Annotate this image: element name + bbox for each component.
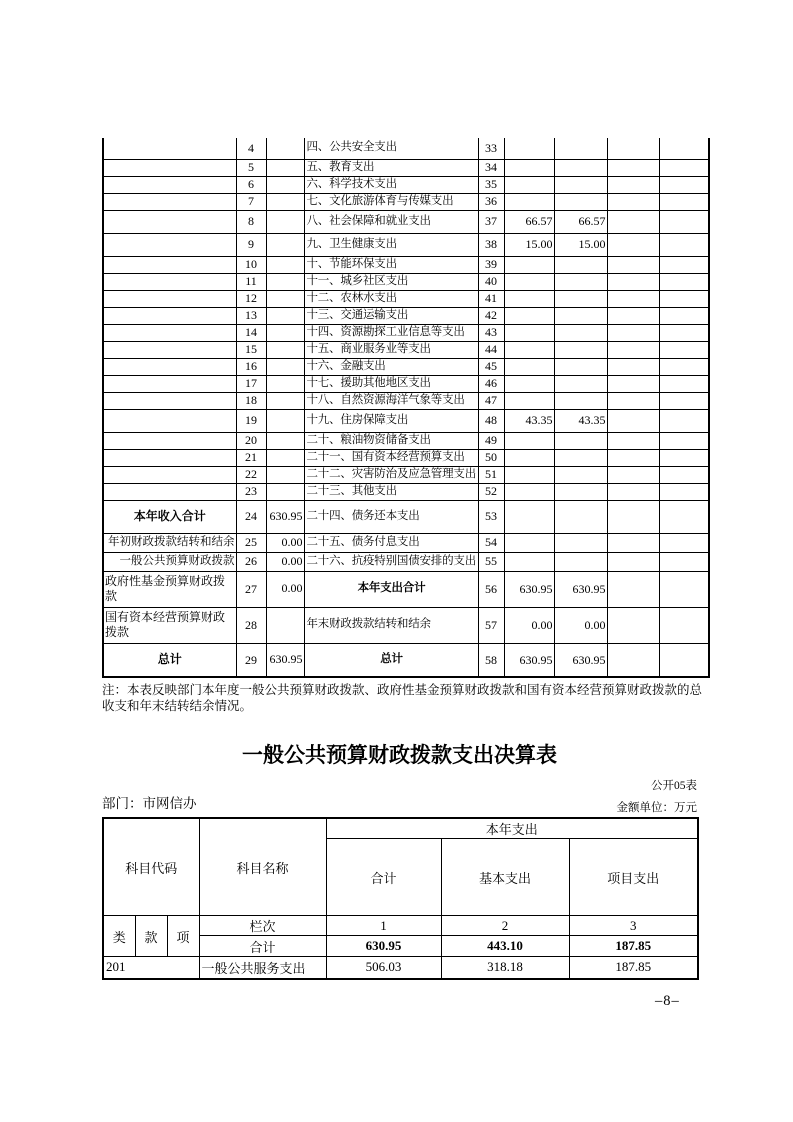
empty-value-cell [607,392,659,409]
income-amount-cell: 630.95 [266,643,304,677]
expense-item-label: 十二、农林水支出 [304,290,478,307]
empty-value-cell [607,273,659,290]
subject-total-cell: 506.03 [326,957,441,979]
income-amount-cell [266,290,304,307]
row-number-cell: 16 [236,358,266,375]
row-number-cell: 5 [236,159,266,176]
line-code-cell: 43 [478,324,504,341]
empty-value-cell [659,409,709,432]
line-code-cell: 34 [478,159,504,176]
total-project-cell: 187.85 [569,936,698,957]
expense-value-cell [554,256,607,273]
expense-item-label: 十七、援助其他地区支出 [304,375,478,392]
expense-value-cell [554,483,607,500]
empty-value-cell [607,358,659,375]
row-number-cell: 20 [236,432,266,449]
table-row [103,533,709,552]
expense-value-cell [504,375,554,392]
income-amount-cell [266,358,304,375]
expense-value-cell [554,552,607,571]
expense-value-cell: 43.35 [554,409,607,432]
expense-value-cell [554,159,607,176]
table-row [103,176,709,193]
expense-item-label: 五、教育支出 [304,159,478,176]
expense-item-label: 四、公共安全支出 [304,138,478,159]
expense-value-cell [504,552,554,571]
expense-value-cell [504,307,554,324]
empty-value-cell [607,233,659,256]
expense-item-label: 十五、商业服务业等支出 [304,341,478,358]
row-number-cell: 25 [236,533,266,552]
income-item-label [103,193,236,210]
income-item-label [103,138,236,159]
basic-col-header: 基本支出 [441,839,569,916]
expense-value-cell: 0.00 [504,607,554,643]
line-code-cell: 49 [478,432,504,449]
line-code-cell: 50 [478,449,504,466]
line-code-cell: 39 [478,256,504,273]
expense-item-label: 十四、资源勘探工业信息等支出 [304,324,478,341]
row-number-cell: 4 [236,138,266,159]
empty-value-cell [659,466,709,483]
expense-item-label: 二十五、债务付息支出 [304,533,478,552]
empty-value-cell [659,233,709,256]
line-code-cell: 48 [478,409,504,432]
section-title: 一般公共预算财政拨款支出决算表 [242,744,557,767]
income-item-label [103,307,236,324]
expense-value-cell [554,193,607,210]
empty-value-cell [659,449,709,466]
income-amount-cell [266,159,304,176]
income-amount-cell [266,138,304,159]
line-code-cell: 58 [478,643,504,677]
expense-item-label: 二十四、债务还本支出 [304,500,478,533]
subject-name-cell: 一般公共服务支出 [199,957,326,979]
income-item-label [103,233,236,256]
table-row [103,571,709,607]
table-row [103,324,709,341]
expense-item-label: 十九、住房保障支出 [304,409,478,432]
total-row-label: 合计 [199,936,326,957]
line-code-cell: 46 [478,375,504,392]
line-code-cell: 44 [478,341,504,358]
line-code-cell: 37 [478,210,504,233]
expense-value-cell [554,341,607,358]
empty-value-cell [659,358,709,375]
expense-value-cell [554,500,607,533]
line-code-cell: 45 [478,358,504,375]
income-amount-cell [266,466,304,483]
line-code-cell: 54 [478,533,504,552]
empty-value-cell [607,552,659,571]
expense-value-cell [554,138,607,159]
empty-value-cell [659,500,709,533]
expense-item-label: 九、卫生健康支出 [304,233,478,256]
row-number-cell: 17 [236,375,266,392]
income-amount-cell [266,375,304,392]
year-expense-header: 本年支出 [326,818,698,839]
row-number-cell: 22 [236,466,266,483]
table-row [103,159,709,176]
income-amount-cell [266,483,304,500]
table-row [103,233,709,256]
income-amount-cell [266,607,304,643]
empty-value-cell [659,256,709,273]
table-row [103,210,709,233]
expense-item-label: 二十六、抗疫特别国债安排的支出 [304,552,478,571]
line-code-cell: 47 [478,392,504,409]
expense-value-cell: 630.95 [504,571,554,607]
expense-item-label: 二十三、其他支出 [304,483,478,500]
row-number-cell: 6 [236,176,266,193]
empty-value-cell [607,449,659,466]
income-amount-cell [266,409,304,432]
item-header: 项 [167,916,199,957]
income-item-label [103,432,236,449]
row-number-cell: 11 [236,273,266,290]
income-item-label [103,358,236,375]
project-col-header: 项目支出 [569,839,698,916]
expense-value-cell [504,138,554,159]
empty-value-cell [659,341,709,358]
income-amount-cell [266,176,304,193]
empty-value-cell [607,290,659,307]
expense-value-cell [554,324,607,341]
expense-item-label: 年末财政拨款结转和结余 [304,607,478,643]
expense-item-label: 十六、金融支出 [304,358,478,375]
table-row [103,358,709,375]
expense-value-cell [504,392,554,409]
expense-value-cell [504,483,554,500]
income-amount-cell: 0.00 [266,533,304,552]
row-number-cell: 18 [236,392,266,409]
department-label: 部门：市网信办 [102,796,197,811]
section-header: 款 [135,916,167,957]
empty-value-cell [659,176,709,193]
income-item-label [103,449,236,466]
expense-value-cell [504,358,554,375]
row-number-cell: 9 [236,233,266,256]
empty-value-cell [659,159,709,176]
line-code-cell: 33 [478,138,504,159]
header-row-1 [103,818,698,839]
row-number-cell: 15 [236,341,266,358]
income-item-label: 政府性基金预算财政拨款 [103,571,236,607]
expense-value-cell [554,432,607,449]
expense-value-cell [504,449,554,466]
income-item-label [103,176,236,193]
empty-value-cell [659,210,709,233]
expense-value-cell: 15.00 [554,233,607,256]
line-code-cell: 41 [478,290,504,307]
empty-value-cell [607,643,659,677]
subject-code-header: 科目代码 [103,818,199,916]
income-amount-cell: 0.00 [266,571,304,607]
expense-value-cell [504,256,554,273]
line-code-cell: 55 [478,552,504,571]
total-total-cell: 630.95 [326,936,441,957]
expense-item-label: 二十一、国有资本经营预算支出 [304,449,478,466]
expense-value-cell [504,432,554,449]
row-number-cell: 29 [236,643,266,677]
table-row [103,392,709,409]
expense-item-label: 总计 [304,643,478,677]
subject-row [103,957,698,979]
expense-value-cell [554,290,607,307]
expense-item-label: 十、节能环保支出 [304,256,478,273]
table-row [103,290,709,307]
expense-item-label: 八、社会保障和就业支出 [304,210,478,233]
empty-value-cell [659,324,709,341]
rank-row [103,916,698,936]
line-code-cell: 36 [478,193,504,210]
expenditure-by-subject-table [102,817,699,980]
income-item-label [103,409,236,432]
income-item-label: 总计 [103,643,236,677]
income-item-label [103,341,236,358]
empty-value-cell [607,432,659,449]
empty-value-cell [659,193,709,210]
table-row [103,193,709,210]
income-item-label [103,324,236,341]
line-code-cell: 38 [478,233,504,256]
empty-value-cell [607,307,659,324]
income-item-label: 国有资本经营预算财政拨款 [103,607,236,643]
row-number-cell: 14 [236,324,266,341]
amount-unit-label: 金额单位：万元 [616,802,697,814]
expense-value-cell [504,341,554,358]
total-col-header: 合计 [326,839,441,916]
empty-value-cell [659,273,709,290]
row-number-cell: 21 [236,449,266,466]
rank-3-cell: 3 [569,916,698,936]
income-amount-cell [266,341,304,358]
expense-value-cell [554,533,607,552]
empty-value-cell [607,324,659,341]
expense-item-label: 七、文化旅游体育与传媒支出 [304,193,478,210]
line-code-cell: 56 [478,571,504,607]
income-amount-cell [266,392,304,409]
empty-value-cell [659,375,709,392]
empty-value-cell [607,409,659,432]
table-row [103,607,709,643]
row-number-cell: 26 [236,552,266,571]
empty-value-cell [607,138,659,159]
line-code-cell: 52 [478,483,504,500]
expense-value-cell: 630.95 [554,643,607,677]
table-row [103,409,709,432]
income-amount-cell [266,307,304,324]
row-number-cell: 24 [236,500,266,533]
page-number: –8– [655,993,680,1009]
expense-value-cell [554,358,607,375]
row-number-cell: 19 [236,409,266,432]
expense-item-label: 十三、交通运输支出 [304,307,478,324]
expense-value-cell [504,273,554,290]
income-item-label: 本年收入合计 [103,500,236,533]
expense-value-cell [504,466,554,483]
row-number-cell: 8 [236,210,266,233]
income-item-label [103,466,236,483]
table-row [103,432,709,449]
empty-value-cell [659,290,709,307]
empty-value-cell [607,341,659,358]
table-row [103,466,709,483]
empty-value-cell [659,607,709,643]
expense-value-cell: 66.57 [504,210,554,233]
line-code-cell: 53 [478,500,504,533]
income-item-label [103,392,236,409]
expense-value-cell [554,273,607,290]
expense-value-cell [554,392,607,409]
empty-value-cell [607,256,659,273]
income-item-label [103,290,236,307]
row-number-cell: 13 [236,307,266,324]
empty-value-cell [607,159,659,176]
rank-label-cell: 栏次 [199,916,326,936]
row-number-cell: 12 [236,290,266,307]
empty-value-cell [607,571,659,607]
table-row [103,256,709,273]
empty-value-cell [659,643,709,677]
empty-value-cell [607,500,659,533]
table-row [103,375,709,392]
empty-value-cell [659,571,709,607]
empty-value-cell [607,193,659,210]
empty-value-cell [659,307,709,324]
fiscal-appropriation-summary-table [102,138,710,678]
expense-value-cell [554,307,607,324]
table-row [103,341,709,358]
expense-value-cell [504,176,554,193]
expense-value-cell [504,290,554,307]
income-item-label: 一般公共预算财政拨款 [103,552,236,571]
expense-value-cell [504,159,554,176]
expense-item-label: 二十、粮油物资储备支出 [304,432,478,449]
empty-value-cell [607,375,659,392]
empty-value-cell [659,138,709,159]
line-code-cell: 35 [478,176,504,193]
form-code-label: 公开05表 [651,780,697,792]
table-row [103,273,709,290]
expense-item-label: 六、科学技术支出 [304,176,478,193]
expense-item-label: 本年支出合计 [304,571,478,607]
expense-value-cell: 43.35 [504,409,554,432]
income-amount-cell [266,432,304,449]
row-number-cell: 23 [236,483,266,500]
income-item-label [103,375,236,392]
expense-value-cell [554,176,607,193]
income-item-label [103,210,236,233]
empty-value-cell [607,210,659,233]
expense-value-cell [504,500,554,533]
expense-value-cell [504,193,554,210]
line-code-cell: 51 [478,466,504,483]
income-item-label [103,159,236,176]
income-amount-cell [266,193,304,210]
expense-value-cell: 66.57 [554,210,607,233]
empty-value-cell [659,483,709,500]
row-number-cell: 27 [236,571,266,607]
empty-value-cell [659,392,709,409]
expense-value-cell: 630.95 [554,571,607,607]
line-code-cell: 42 [478,307,504,324]
table-row [103,643,709,677]
income-item-label [103,256,236,273]
line-code-cell: 57 [478,607,504,643]
income-amount-cell [266,324,304,341]
income-amount-cell [266,449,304,466]
empty-value-cell [659,533,709,552]
table-row [103,307,709,324]
expense-value-cell [504,533,554,552]
subject-project-cell: 187.85 [569,957,698,979]
subject-basic-cell: 318.18 [441,957,569,979]
income-item-label [103,483,236,500]
table-row [103,552,709,571]
expense-value-cell [554,375,607,392]
subject-code-cell: 201 [103,957,199,979]
row-number-cell: 7 [236,193,266,210]
empty-value-cell [607,607,659,643]
table-note: 注：本表反映部门本年度一般公共预算财政拨款、政府性基金预算财政拨款和国有资本经营预算财政拨款的总收支和年末结转结余情况。 [102,683,703,714]
expense-value-cell [554,466,607,483]
line-code-cell: 40 [478,273,504,290]
income-amount-cell [266,210,304,233]
income-amount-cell: 630.95 [266,500,304,533]
empty-value-cell [659,432,709,449]
total-basic-cell: 443.10 [441,936,569,957]
expense-item-label: 二十二、灾害防治及应急管理支出 [304,466,478,483]
expense-item-label: 十八、自然资源海洋气象等支出 [304,392,478,409]
income-item-label: 年初财政拨款结转和结余 [103,533,236,552]
table-row [103,449,709,466]
income-item-label [103,273,236,290]
empty-value-cell [607,466,659,483]
table-row [103,138,709,159]
empty-value-cell [607,533,659,552]
table-row [103,500,709,533]
expense-value-cell: 15.00 [504,233,554,256]
empty-value-cell [607,483,659,500]
subject-name-header: 科目名称 [199,818,326,916]
rank-1-cell: 1 [326,916,441,936]
table-row [103,483,709,500]
expense-value-cell: 0.00 [554,607,607,643]
expense-value-cell: 630.95 [504,643,554,677]
income-amount-cell [266,273,304,290]
expense-value-cell [554,449,607,466]
row-number-cell: 28 [236,607,266,643]
income-amount-cell [266,256,304,273]
expense-item-label: 十一、城乡社区支出 [304,273,478,290]
income-amount-cell [266,233,304,256]
income-amount-cell: 0.00 [266,552,304,571]
class-header: 类 [103,916,135,957]
rank-2-cell: 2 [441,916,569,936]
empty-value-cell [607,176,659,193]
empty-value-cell [659,552,709,571]
row-number-cell: 10 [236,256,266,273]
expense-value-cell [504,324,554,341]
